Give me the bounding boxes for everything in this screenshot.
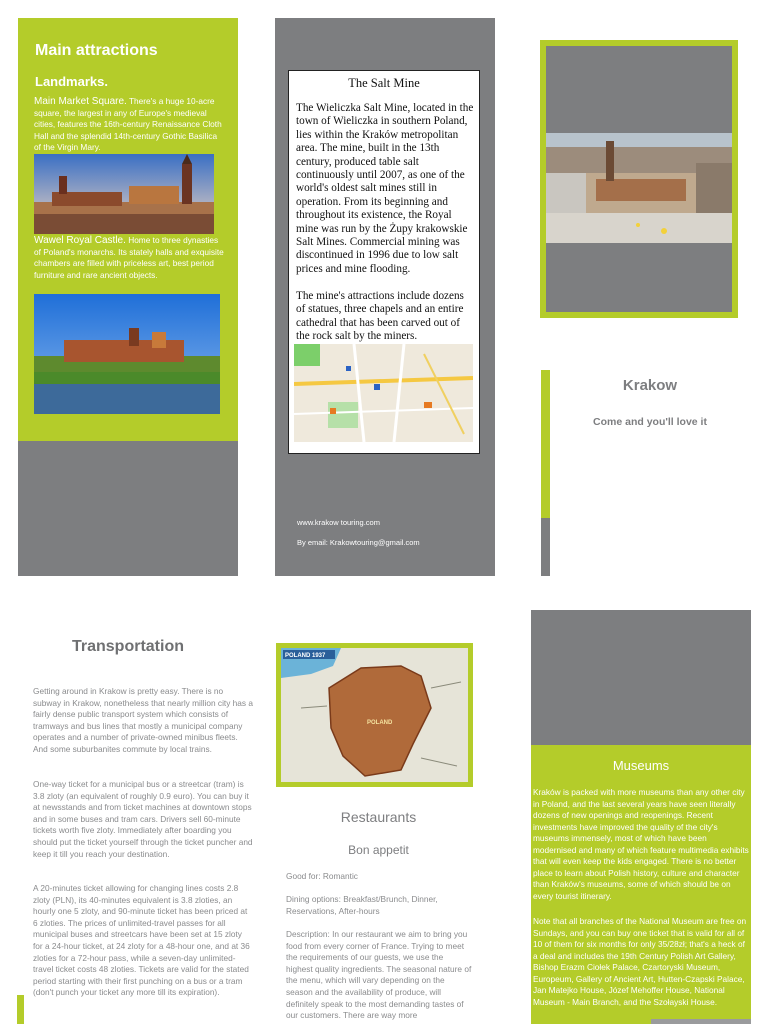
- wawel-castle-description: Home to three dynasties of Poland's monarchs. Its stately halls and exquisite chambers are filled with priceless art, best period furniture and rare ancient objects.: [34, 235, 224, 280]
- restaurant-description: Description: In our restaurant we aim to bring you food from every corner of France. Trying to meet the requirements of our guests, we use the highest quality ingredients. The seasonal nature of the menu, which will vary depending on the season and the availability of produce, will definitely speak to the most demanding tastes of our customers. There are way more: [286, 929, 472, 1021]
- restaurant-dining-options: Dining options: Breakfast/Brunch, Dinner, Reservations, After-hours: [286, 894, 438, 916]
- salt-mine-paragraph-2: The mine's attractions include dozens of statues, three chapels and an entire cathedral that has been carved out of the rock salt by the miners.: [296, 290, 464, 343]
- salt-mine-panel: [275, 18, 495, 576]
- cover-accent-bar: [541, 370, 550, 576]
- poland-map-label: POLAND 1937: [285, 653, 326, 659]
- salt-mine-paragraph-1: The Wieliczka Salt Mine, located in the town of Wieliczka in southern Poland, lies within the Kraków metropolitan area. The mine, built in the 13th century, produced table salt continuously until 2007, as one of the world's oldest salt mines still in operation. From its beginning and throughout its existence, the Royal mine was run by the Żupy krakowskie Salt Mines. Commercial mining was discontinued in 1996 due to low salt prices and mine flooding.: [296, 102, 474, 275]
- transportation-title: Transportation: [71, 638, 184, 655]
- transportation-accent-bar: [17, 995, 24, 1024]
- transportation-paragraph-1: Getting around in Krakow is pretty easy. There is no subway in Krakow, nonetheless that nearly million city has a fairly dense public transport system which consists of tramways and bus lines that mostly a municipal company operates and a number of private-owned minibus fleets. And some suburbanites commute by local trains.: [33, 686, 253, 754]
- market-square-lead: Main Market Square.: [34, 96, 127, 107]
- wawel-castle-lead: Wawel Royal Castle.: [34, 235, 126, 246]
- cover-tagline: Come and you'll love it: [593, 416, 707, 428]
- main-attractions-title: Main attractions: [35, 42, 158, 59]
- transportation-paragraph-3: A 20-minutes ticket allowing for changing lines costs 2.8 zloty (PLN), its 40-minutes equivalent is 3.8 zloties, an hourly one 5 zloty, and 90-minute ticket has been priced at 6 zloties. The prices of unlimited-travel passes for all municipal buses and streetcars have been set at 15 zloty for a 24-hour ticket, at 24 zloty for a 48-hour one, and at 36 zloties for a 72-hour pass, while a seven-day unlimited-travel ticket costs 48 zloties. Tickets are valid for the stated period starting with their first punching on a bus or a tram (don't punch your ticket any more till its expiration).: [33, 883, 250, 998]
- salt-mine-title: The Salt Mine: [348, 76, 420, 90]
- cover-title: Krakow: [622, 377, 678, 394]
- landmarks-heading: Landmarks.: [35, 74, 108, 89]
- museums-grey-block: [531, 610, 751, 745]
- museums-title: Museums: [612, 758, 670, 773]
- cover-accent-bar-grey: [541, 518, 550, 576]
- restaurant-good-for: Good for: Romantic: [286, 871, 358, 881]
- museums-panel: [531, 745, 751, 1024]
- restaurants-title: Restaurants: [340, 809, 417, 825]
- cover-photo-frame: [540, 40, 738, 318]
- museums-paragraph-2: Note that all branches of the National Museum are free on Sundays, and you can buy one ticket that is valid for all of 10 of them for six months for only 35/28zł; that's a heck of a deal and includes the 19th Century Polish Art Gallery, Bishop Erazm Ciołek Palace, Czartoryski Museum, Europeum, Gallery of Ancient Art, Hutten-Czapski Palace, Jan Matejko House, Józef Mehoffer House, National Museum - Main Branch, and the Szołayski House.: [533, 916, 747, 1007]
- poland-historic-map: [281, 648, 468, 782]
- restaurants-subtitle: Bon appetit: [348, 843, 409, 857]
- market-square-description: There's a huge 10-acre square, the largest in any of Europe's medieval cities, features the 16th-century Renaissance Cloth Hall and the splendid 14th-century Gothic Basilica of the Virgin Mary.: [34, 96, 222, 152]
- market-square-photo: [34, 154, 214, 234]
- museums-paragraph-1: Kraków is packed with more museums than any other city in Poland, and the last several years have seen literally dozens of new openings and reopenings. Recent investments have improved the quality of the city's museums immensely, most of which have been modernised and many of which feature multimedia exhibits that will even keep the kids engaged. There is no better place to learn about Polish history, culture and character than Kraków's museums, some of which should be on every tourist itinerary.: [533, 787, 749, 901]
- transportation-paragraph-2: One-way ticket for a municipal bus or a streetcar (tram) is 3.8 zloty (an equivalent of roughly 0.9 euro). You can buy it at newsstands and from ticket machines at downtown stops and in some buses and tram cars. Drivers sell 60-minute tickets worth five zloty. Immediately after boarding you should put the ticket yourself through the ticket puncher and keep it till you reach your destination.: [33, 779, 253, 859]
- main-attractions-panel: [18, 18, 238, 576]
- museums-bottom-strip: [651, 1019, 751, 1024]
- market-square-text: [34, 96, 226, 154]
- website-link[interactable]: www.krakow touring.com: [297, 518, 380, 527]
- krakow-aerial-photo: [546, 133, 732, 243]
- poland-map-frame: [276, 643, 473, 787]
- poland-map-country: POLAND: [367, 720, 393, 726]
- wawel-castle-photo: [34, 294, 220, 414]
- cover-photo-backdrop: [546, 46, 732, 312]
- email-contact[interactable]: By email: Krakowtouring@gmail.com: [297, 538, 420, 547]
- salt-mine-map: [294, 344, 473, 442]
- wawel-castle-text: [34, 235, 226, 281]
- salt-mine-box: [288, 70, 480, 454]
